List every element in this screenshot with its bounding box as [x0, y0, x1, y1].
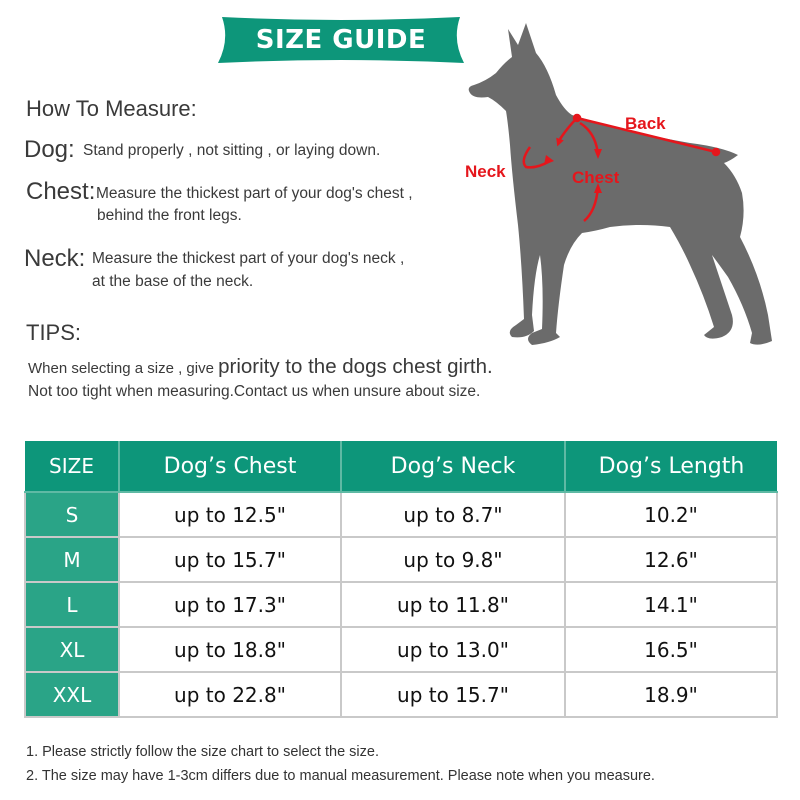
chest-cell: up to 22.8"	[119, 672, 341, 717]
how-to-measure-title: How To Measure:	[26, 96, 197, 121]
table-row	[25, 672, 777, 717]
neck-cell: up to 11.8"	[341, 582, 565, 627]
chest-cell: up to 12.5"	[119, 492, 341, 537]
chest-label: Chest:	[26, 178, 96, 205]
header-size: SIZE	[25, 441, 119, 492]
chest-instruction-line2: behind the front legs.	[97, 207, 242, 224]
size-chart-table	[24, 441, 778, 718]
size-cell: S	[25, 492, 119, 537]
chest-diagram-label: Chest	[572, 168, 620, 187]
tip-line-1	[28, 355, 493, 379]
tip-line-1-emphasis: priority to the dogs chest girth.	[218, 355, 493, 378]
size-cell: L	[25, 582, 119, 627]
header-length: Dog’s Length	[565, 441, 777, 492]
table-row	[25, 537, 777, 582]
length-cell: 14.1"	[565, 582, 777, 627]
dog-instruction: Stand properly , not sitting , or laying down.	[83, 142, 381, 159]
header-neck: Dog’s Neck	[341, 441, 565, 492]
length-cell: 18.9"	[565, 672, 777, 717]
neck-cell: up to 9.8"	[341, 537, 565, 582]
tip-line-2: Not too tight when measuring.Contact us when unsure about size.	[28, 383, 481, 400]
back-label: Back	[625, 114, 666, 133]
table-row	[25, 627, 777, 672]
chest-cell: up to 17.3"	[119, 582, 341, 627]
chest-cell: up to 15.7"	[119, 537, 341, 582]
neck-label: Neck:	[24, 245, 86, 272]
notes	[26, 740, 655, 788]
table-row	[25, 582, 777, 627]
chest-cell: up to 18.8"	[119, 627, 341, 672]
chest-instruction-line1: Measure the thickest part of your dog's chest ,	[96, 185, 413, 202]
neck-cell: up to 8.7"	[341, 492, 565, 537]
table-header-row	[25, 441, 777, 492]
tip-line-1-prefix: When selecting a size , give	[28, 360, 219, 377]
banner-title: SIZE GUIDE	[255, 25, 427, 55]
neck-diagram-label: Neck	[465, 162, 506, 181]
table-row	[25, 492, 777, 537]
tips-title: TIPS:	[26, 320, 82, 345]
neck-instruction-line2: at the base of the neck.	[92, 273, 254, 290]
neck-cell: up to 15.7"	[341, 672, 565, 717]
dog-silhouette-icon	[469, 23, 772, 345]
header-chest: Dog’s Chest	[119, 441, 341, 492]
length-cell: 16.5"	[565, 627, 777, 672]
note-1: 1. Please strictly follow the size chart to select the size.	[26, 744, 379, 760]
size-guide-banner	[216, 15, 466, 65]
dog-measurement-diagram	[460, 15, 790, 355]
size-cell: XL	[25, 627, 119, 672]
length-cell: 10.2"	[565, 492, 777, 537]
size-cell: XXL	[25, 672, 119, 717]
length-cell: 12.6"	[565, 537, 777, 582]
dog-label: Dog:	[24, 136, 75, 163]
neck-cell: up to 13.0"	[341, 627, 565, 672]
note-2: 2. The size may have 1-3cm differs due to manual measurement. Please note when you measure.	[26, 768, 655, 784]
size-cell: M	[25, 537, 119, 582]
neck-instruction-line1: Measure the thickest part of your dog's neck ,	[92, 250, 405, 267]
